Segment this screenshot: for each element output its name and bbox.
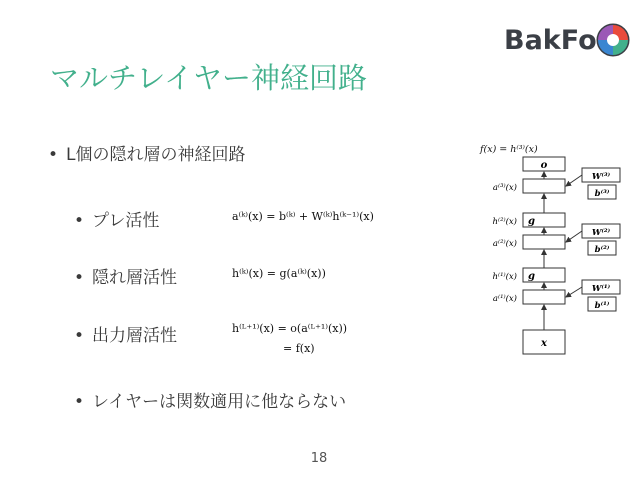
bullet-hidden-layers [48,140,245,165]
bakfoo-logo-graphic [502,18,630,62]
b1-label: b⁽¹⁾ [594,301,610,311]
diagram-top-label: f(x) = h⁽³⁾(x) [480,144,538,155]
bullet-text: 隠れ層活性 [92,268,177,288]
bullet-dot: • [74,392,85,412]
formula-output-activation: h⁽ᴸ⁺¹⁾(x) = o(a⁽ᴸ⁺¹⁾(x)) [232,322,348,335]
b3-label: b⁽³⁾ [594,189,610,199]
a3-node [523,179,565,193]
output-fn-label: o [540,160,548,171]
h1-label: h⁽¹⁾(x) [492,272,517,282]
bullet-text: 出力層活性 [92,326,177,346]
bullet-dot: • [74,268,85,288]
input-label: x [541,338,547,349]
bullet-function-composition [74,387,346,412]
bullet-text: レイヤーは関数適用に他ならない [92,392,347,412]
page-number: 18 [310,451,328,466]
a3-label: a⁽³⁾(x) [492,183,517,193]
svg-text:BakFo: BakFo [504,25,597,56]
W3-label: W⁽³⁾ [591,172,611,182]
formula-output-activation-result: = f(x) [283,342,315,355]
a1-node [523,290,565,304]
bullet-hidden-activation [74,263,177,288]
h2-label: h⁽²⁾(x) [492,217,517,227]
bullet-text: L個の隠れ層の神経回路 [66,145,246,165]
bakfoo-logo [502,18,630,62]
bullet-pre-activation [74,206,159,231]
formula-hidden-activation: h⁽ᵏ⁾(x) = g(a⁽ᵏ⁾(x)) [232,267,326,280]
a1-label: a⁽¹⁾(x) [492,294,517,304]
formula-pre-activation: a⁽ᵏ⁾(x) = b⁽ᵏ⁾ + W⁽ᵏ⁾h⁽ᵏ⁻¹⁾(x) [232,210,374,223]
bullet-dot: • [48,145,59,165]
a2-node [523,235,565,249]
bullet-output-activation [74,321,177,346]
g1-label: g [528,271,535,282]
bullet-dot: • [74,326,85,346]
W2-label: W⁽²⁾ [591,228,611,238]
g2-label: g [528,216,535,227]
a2-label: a⁽²⁾(x) [492,239,517,249]
bullet-text: プレ活性 [92,211,160,231]
network-diagram [470,135,630,365]
slide-title: マルチレイヤー神経回路 [50,61,367,95]
W1-label: W⁽¹⁾ [591,284,611,294]
b2-label: b⁽²⁾ [594,245,610,255]
bullet-dot: • [74,211,85,231]
